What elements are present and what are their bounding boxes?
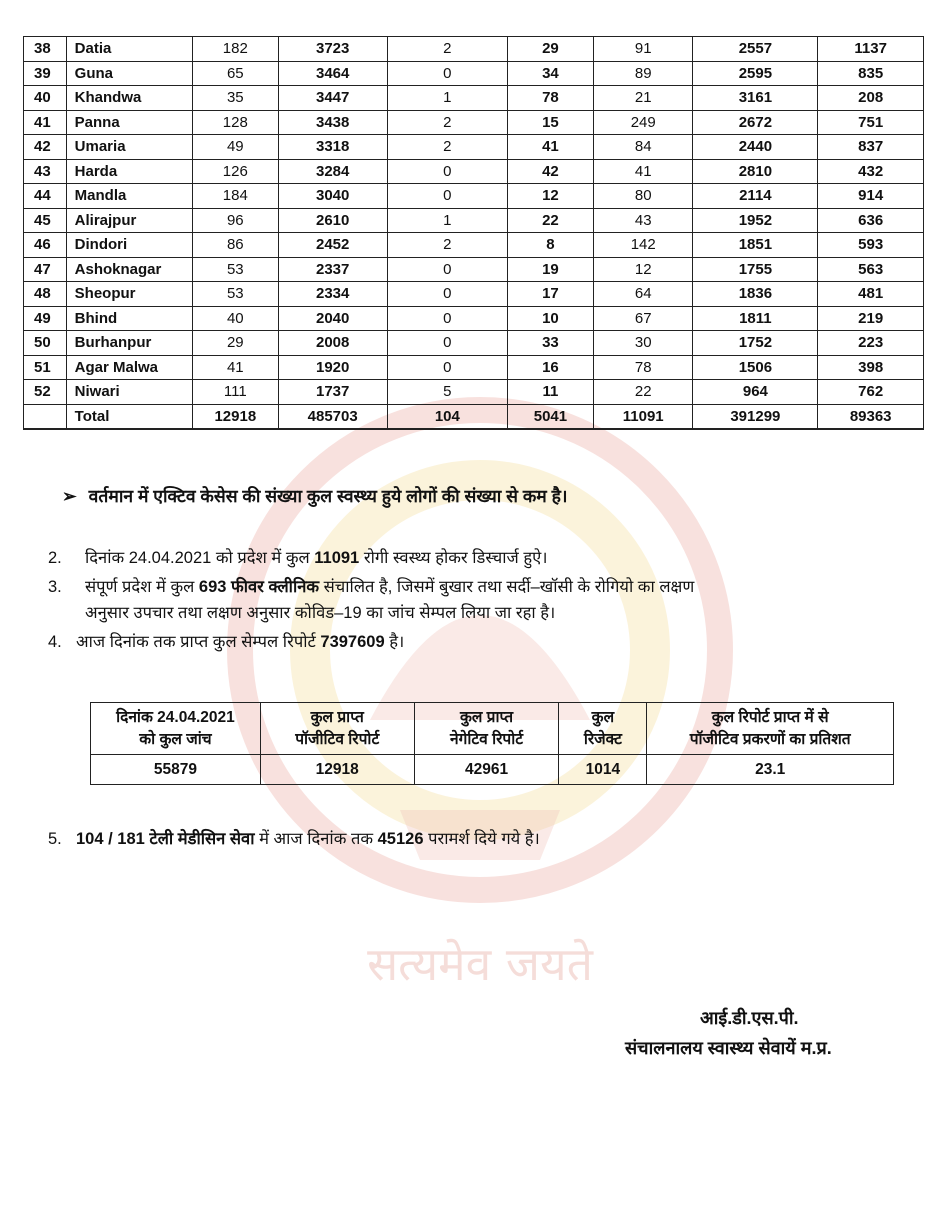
cell-c3: 2 [387, 233, 507, 258]
district-table [23, 36, 924, 430]
note-text: वर्तमान में एक्टिव केसेस की संख्या कुल स्वस्थ्य हुये लोगों की संख्या से कम है। [88, 486, 568, 506]
cell-name: Dindori [66, 233, 192, 258]
cell-c4: 34 [507, 61, 593, 86]
cell-c3: 0 [387, 159, 507, 184]
cell-sn: 43 [24, 159, 67, 184]
signature-line-2: संचालनालय स्वास्थ्य सेवायें म.प्र. [625, 1038, 832, 1058]
cell-c5: 249 [594, 110, 693, 135]
table-row [24, 159, 924, 184]
cell-sn: 46 [24, 233, 67, 258]
cell-c4: 16 [507, 355, 593, 380]
cell-c4: 42 [507, 159, 593, 184]
cell-c3: 2 [387, 37, 507, 62]
cell-c7: 636 [818, 208, 924, 233]
summary-value: 12918 [260, 755, 414, 785]
cell-c7: 593 [818, 233, 924, 258]
cell-name: Total [66, 404, 192, 429]
cell-c2: 3318 [278, 135, 387, 160]
cell-sn: 41 [24, 110, 67, 135]
cell-c6: 1755 [693, 257, 818, 282]
cell-c1: 12918 [193, 404, 279, 429]
cell-c5: 80 [594, 184, 693, 209]
cell-c2: 1920 [278, 355, 387, 380]
cell-c6: 2595 [693, 61, 818, 86]
table-row [24, 208, 924, 233]
summary-header: कुल प्राप्त नेगेटिव रिपोर्ट [414, 703, 559, 755]
cell-sn: 39 [24, 61, 67, 86]
cell-name: Alirajpur [66, 208, 192, 233]
summary-value: 1014 [559, 755, 647, 785]
cell-sn: 48 [24, 282, 67, 307]
cell-c7: 432 [818, 159, 924, 184]
cell-sn: 44 [24, 184, 67, 209]
cell-c4: 78 [507, 86, 593, 111]
cell-c2: 2334 [278, 282, 387, 307]
cell-c4: 15 [507, 110, 593, 135]
cell-c1: 65 [193, 61, 279, 86]
cell-c5: 91 [594, 37, 693, 62]
cell-c2: 3447 [278, 86, 387, 111]
cell-c2: 1737 [278, 380, 387, 405]
cell-c6: 1836 [693, 282, 818, 307]
table-row [24, 61, 924, 86]
cell-c6: 2557 [693, 37, 818, 62]
cell-c1: 86 [193, 233, 279, 258]
summary-header: कुल रिपोर्ट प्राप्त में से पॉजीटिव प्रकरणों का प्रतिशत [647, 703, 894, 755]
cell-c6: 391299 [693, 404, 818, 429]
cell-c2: 485703 [278, 404, 387, 429]
cell-c1: 128 [193, 110, 279, 135]
cell-c6: 1952 [693, 208, 818, 233]
cell-c3: 2 [387, 110, 507, 135]
cell-c3: 1 [387, 208, 507, 233]
table-row [24, 86, 924, 111]
active-cases-note [62, 484, 568, 508]
cell-c2: 2610 [278, 208, 387, 233]
cell-c4: 17 [507, 282, 593, 307]
cell-name: Bhind [66, 306, 192, 331]
cell-c7: 1137 [818, 37, 924, 62]
cell-sn: 50 [24, 331, 67, 356]
cell-c6: 2440 [693, 135, 818, 160]
cell-c2: 3284 [278, 159, 387, 184]
cell-c3: 0 [387, 331, 507, 356]
cell-c1: 35 [193, 86, 279, 111]
cell-c2: 2452 [278, 233, 387, 258]
cell-c4: 19 [507, 257, 593, 282]
cell-name: Sheopur [66, 282, 192, 307]
cell-sn [24, 404, 67, 429]
cell-name: Panna [66, 110, 192, 135]
cell-sn: 40 [24, 86, 67, 111]
summary-value: 55879 [91, 755, 261, 785]
cell-sn: 45 [24, 208, 67, 233]
cell-name: Guna [66, 61, 192, 86]
cell-c7: 762 [818, 380, 924, 405]
cell-name: Ashoknagar [66, 257, 192, 282]
cell-c6: 1851 [693, 233, 818, 258]
table-row [24, 355, 924, 380]
cell-c7: 481 [818, 282, 924, 307]
cell-c5: 64 [594, 282, 693, 307]
cell-c6: 964 [693, 380, 818, 405]
cell-c2: 2008 [278, 331, 387, 356]
cell-c5: 84 [594, 135, 693, 160]
table-row [24, 110, 924, 135]
cell-c2: 3040 [278, 184, 387, 209]
cell-c3: 2 [387, 135, 507, 160]
table-row [24, 306, 924, 331]
cell-c1: 40 [193, 306, 279, 331]
cell-c7: 223 [818, 331, 924, 356]
cell-c1: 53 [193, 257, 279, 282]
cell-sn: 38 [24, 37, 67, 62]
cell-c6: 1506 [693, 355, 818, 380]
cell-c5: 89 [594, 61, 693, 86]
arrow-bullet-icon: ➢ [62, 486, 77, 506]
cell-c6: 2114 [693, 184, 818, 209]
cell-c5: 30 [594, 331, 693, 356]
cell-c5: 142 [594, 233, 693, 258]
cell-c4: 41 [507, 135, 593, 160]
watermark-motto: सत्यमेव जयते [367, 937, 593, 991]
table-row [24, 282, 924, 307]
cell-c4: 22 [507, 208, 593, 233]
cell-c5: 22 [594, 380, 693, 405]
cell-c2: 3723 [278, 37, 387, 62]
cell-c4: 33 [507, 331, 593, 356]
cell-c1: 126 [193, 159, 279, 184]
cell-c3: 1 [387, 86, 507, 111]
cell-sn: 49 [24, 306, 67, 331]
cell-c3: 0 [387, 282, 507, 307]
cell-c3: 0 [387, 257, 507, 282]
cell-c2: 3464 [278, 61, 387, 86]
signature-line-1: आई.डी.एस.पी. [700, 1008, 799, 1028]
cell-c3: 0 [387, 61, 507, 86]
cell-c6: 2672 [693, 110, 818, 135]
cell-c1: 184 [193, 184, 279, 209]
cell-c7: 837 [818, 135, 924, 160]
cell-c3: 0 [387, 184, 507, 209]
cell-c7: 914 [818, 184, 924, 209]
cell-c4: 11 [507, 380, 593, 405]
cell-c1: 53 [193, 282, 279, 307]
summary-value: 23.1 [647, 755, 894, 785]
cell-name: Umaria [66, 135, 192, 160]
table-row [24, 233, 924, 258]
table-row [24, 331, 924, 356]
summary-header: कुल रिजेक्ट [559, 703, 647, 755]
cell-c7: 563 [818, 257, 924, 282]
point-3: 3. संपूर्ण प्रदेश में कुल 693 फीवर क्लीनिक संचालित है, जिसमें बुखार तथा सर्दी–खॉसी के रोगियो का लक्षण अनुसार उपचार तथा लक्षण अनुसार कोविड–19 का जांच सेम्पल लिया जा रहा है। [48, 578, 695, 622]
summary-table [90, 702, 894, 785]
cell-sn: 42 [24, 135, 67, 160]
total-row [24, 404, 924, 429]
table-row [24, 184, 924, 209]
cell-name: Agar Malwa [66, 355, 192, 380]
summary-value: 42961 [414, 755, 559, 785]
cell-c5: 43 [594, 208, 693, 233]
cell-c6: 2810 [693, 159, 818, 184]
cell-c7: 89363 [818, 404, 924, 429]
cell-c3: 0 [387, 306, 507, 331]
watermark-emblem [200, 390, 760, 1010]
cell-c4: 12 [507, 184, 593, 209]
cell-name: Khandwa [66, 86, 192, 111]
table-row [24, 135, 924, 160]
table-row [24, 380, 924, 405]
cell-c4: 10 [507, 306, 593, 331]
cell-c7: 219 [818, 306, 924, 331]
cell-c6: 1752 [693, 331, 818, 356]
cell-c6: 3161 [693, 86, 818, 111]
cell-c1: 41 [193, 355, 279, 380]
cell-c2: 3438 [278, 110, 387, 135]
cell-c7: 835 [818, 61, 924, 86]
cell-c5: 12 [594, 257, 693, 282]
table-row [24, 257, 924, 282]
cell-c5: 41 [594, 159, 693, 184]
cell-c4: 29 [507, 37, 593, 62]
cell-name: Harda [66, 159, 192, 184]
cell-name: Niwari [66, 380, 192, 405]
cell-c1: 29 [193, 331, 279, 356]
summary-header: दिनांक 24.04.2021 को कुल जांच [91, 703, 261, 755]
cell-c2: 2040 [278, 306, 387, 331]
cell-c6: 1811 [693, 306, 818, 331]
summary-header: कुल प्राप्त पॉजीटिव रिपोर्ट [260, 703, 414, 755]
cell-sn: 51 [24, 355, 67, 380]
cell-c5: 11091 [594, 404, 693, 429]
cell-c2: 2337 [278, 257, 387, 282]
cell-name: Burhanpur [66, 331, 192, 356]
cell-c3: 104 [387, 404, 507, 429]
cell-c1: 182 [193, 37, 279, 62]
cell-c4: 5041 [507, 404, 593, 429]
cell-sn: 52 [24, 380, 67, 405]
cell-c7: 398 [818, 355, 924, 380]
cell-sn: 47 [24, 257, 67, 282]
cell-c7: 751 [818, 110, 924, 135]
cell-c5: 78 [594, 355, 693, 380]
cell-c4: 8 [507, 233, 593, 258]
cell-c3: 5 [387, 380, 507, 405]
cell-c3: 0 [387, 355, 507, 380]
cell-c5: 21 [594, 86, 693, 111]
cell-c7: 208 [818, 86, 924, 111]
cell-name: Datia [66, 37, 192, 62]
cell-name: Mandla [66, 184, 192, 209]
cell-c1: 96 [193, 208, 279, 233]
cell-c1: 111 [193, 380, 279, 405]
table-row [24, 37, 924, 62]
cell-c5: 67 [594, 306, 693, 331]
cell-c1: 49 [193, 135, 279, 160]
